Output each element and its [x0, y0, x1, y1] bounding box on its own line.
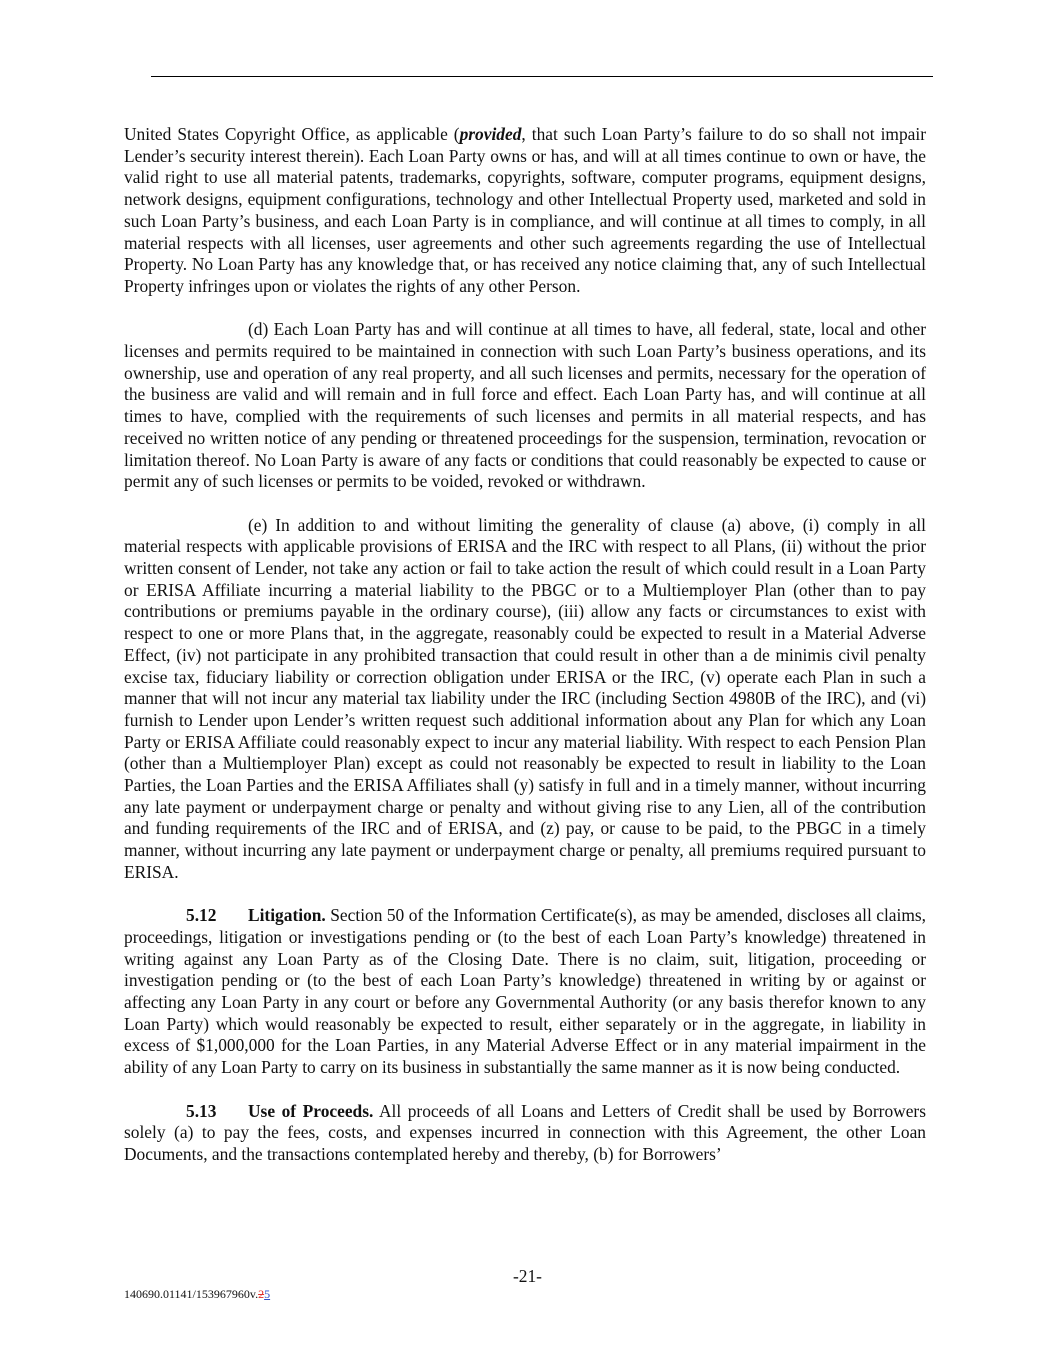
section-5-12-text: Section 50 of the Information Certificate(s), as may be amended, discloses all claims, proceedings, litigation or investigations pending or (to the best of each Loan Party’s knowledge) threatened in writing against any Loan Party as of the Closing Date. There is no claim, suit, litigation, proceeding or investigation pending or (to the best of each Loan Party’s knowledge) threatened in writing by or against or affecting any Loan Party in any court or before any Governmental Authority (or any basis therefor known to any Loan Party) which would reasonably be expected to result, either separately or in the aggregate, in liability in excess of $1,000,000 for the Loan Parties, in any Material Adverse Effect or in any material impairment in the ability of any Loan Party to carry on its business in substantially the same manner as it is now being conducted. [124, 905, 926, 1078]
paragraph-licenses-permits: (d) Each Loan Party has and will continue at all times to have, all federal, state, local and other licenses and permits required to be maintained in connection with such Loan Party’s business operations, and its ownership, use and operation of any real property, and all such licenses and permits, necessary for the operation of the business are valid and will remain and in full force and effect. Each Loan Party has, and will continue at all times to have, complied with the requirements of such licenses and permits in all material respects, and has received no written notice of any pending or threatened proceedings for the suspension, termination, revocation or limitation thereof. No Loan Party is aware of any facts or conditions that could reasonably be expected to cause or permit any of such licenses or permits to be voided, revoked or withdrawn. [124, 319, 926, 492]
section-number-5-13: 5.13 [186, 1100, 217, 1121]
document-id [124, 1287, 270, 1302]
section-title-litigation: Litigation. [248, 905, 326, 926]
section-5-13-use-of-proceeds [124, 1101, 926, 1166]
doc-id-prefix: 140690.01141/153967960v. [124, 1287, 259, 1301]
version-inserted: 5 [264, 1287, 271, 1301]
ip-text-rest: , that such Loan Party’s failure to do so shall not impair Lender’s security interest therein). Each Loan Party owns or has, and will at all times continue to own or have, the valid right to use all material patents, trademarks, copyrights, software, computer programs, equipment designs, network designs, equipment configurations, technology and other Intellectual Property used, marketed and sold in such Loan Party’s business, and each Loan Party is in compliance, and will continue at all times to comply, in all material respects with all licenses, user agreements and other such agreements regarding the use of Intellectual Property. No Loan Party has any knowledge that, or has received any notice claiming that, any of such Intellectual Property infringes upon or violates the rights of any other Person. [124, 124, 926, 296]
version-deleted: 2 [258, 1287, 265, 1301]
paragraph-erisa-compliance: (e) In addition to and without limiting the generality of clause (a) above, (i) comply in all material respects with applicable provisions of ERISA and the IRC with respect to all Plans, (ii) without the prior written consent of Lender, not take any action or fail to take action the result of which could result in a Loan Party or ERISA Affiliate incurring a material liability to the PBGC or to a Multiemployer Plan (other than to pay contributions or premiums payable in the ordinary course), (iii) allow any facts or circumstances to exist with respect to one or more Plans that, in the aggregate, reasonably could be expected to result in a Material Adverse Effect, (iv) not participate in any prohibited transaction that could result in other than a de minimis civil penalty excise tax, fiduciary liability or correction obligation under ERISA or the IRC, (v) operate each Plan in such a manner that will not incur any material tax liability under the IRC (including Section 4980B of the IRC), and (vi) furnish to Lender upon Lender’s written request such additional information about any Plan for which any Loan Party or ERISA Affiliate could reasonably expect to incur any material liability. With respect to each Pension Plan (other than a Multiemployer Plan) except as could not reasonably be expected to result in liability to the Loan Parties, the Loan Parties and the ERISA Affiliates shall (y) satisfy in full and in a timely manner, without incurring any late payment or underpayment charge or penalty and without giving rise to any Lien, all of the contribution and funding requirements of the IRC and of ERISA, and (z) pay, or cause to be paid, to the PBGC in a timely manner, without incurring any late payment or underpayment charge or penalty, all premiums required pursuant to ERISA. [124, 514, 926, 882]
section-title-use-of-proceeds: Use of Proceeds. [248, 1100, 374, 1121]
paragraph-intellectual-property [124, 124, 926, 298]
section-5-13-text: All proceeds of all Loans and Letters of Credit shall be used by Borrowers solely (a) to pay the fees, costs, and expenses incurred in connection with this Agreement, the other Loan Documents, and the transactions contemplated hereby and thereby, (b) for Borrowers’ [124, 1100, 926, 1164]
header-rule [151, 76, 933, 77]
page-number: -21- [513, 1266, 542, 1286]
document-body [124, 124, 926, 1187]
provided-emphasis: provided [459, 124, 522, 144]
ip-text-start: United States Copyright Office, as applicable ( [124, 124, 460, 144]
section-number-5-12: 5.12 [186, 905, 217, 926]
section-5-12-litigation [124, 905, 926, 1079]
